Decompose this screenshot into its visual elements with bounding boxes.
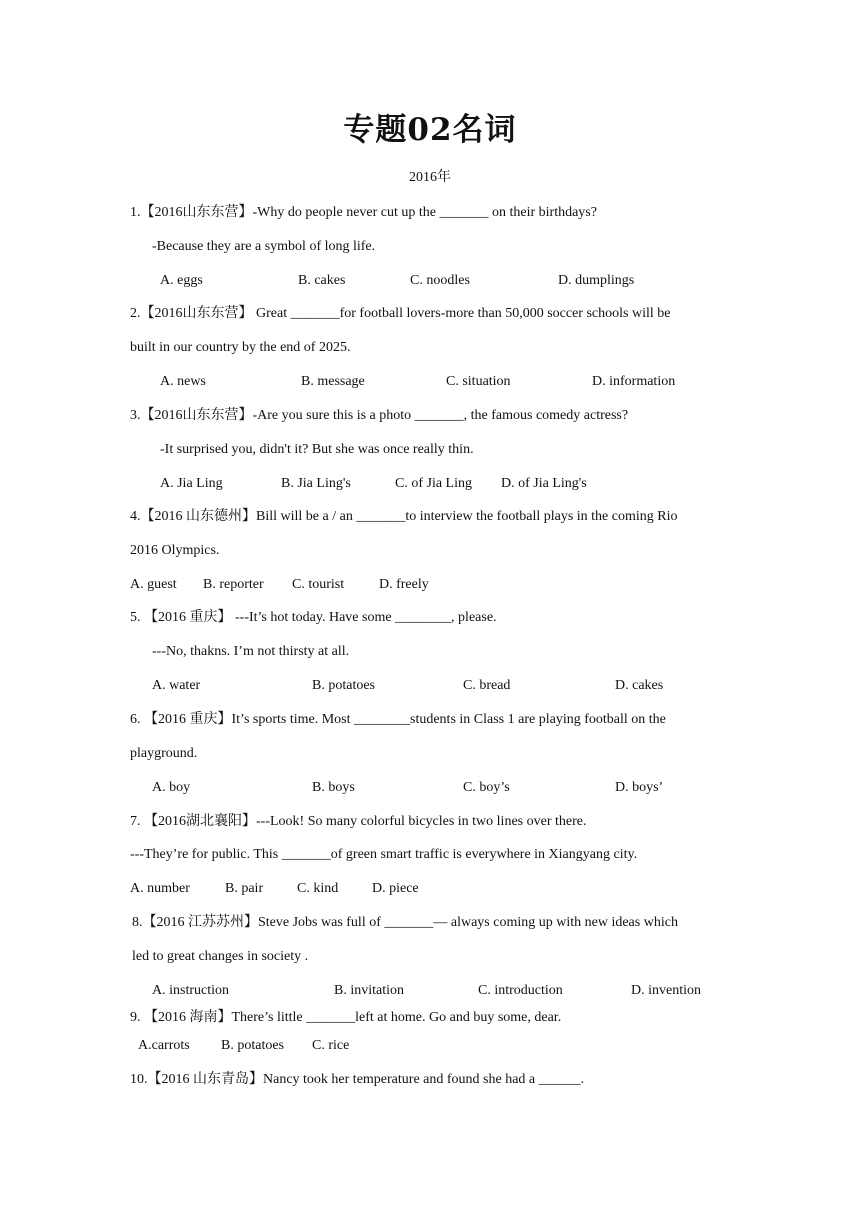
question-6-option-d: D. boys’ [615, 780, 664, 795]
question-1-option-d: D. dumplings [558, 273, 635, 288]
question-2-option-a: A. news [160, 374, 206, 389]
question-7-stem: 7. 【2016湖北襄阳】---Look! So many colorful bicycles in two lines over there. [130, 814, 587, 829]
question-8-stem: 8.【2016 江苏苏州】Steve Jobs was full of _______— always coming up with new ideas which [132, 915, 678, 930]
question-1-option-a: A. eggs [160, 273, 203, 288]
question-1-option-c: C. noodles [410, 273, 470, 288]
question-4-option-c: C. tourist [292, 577, 345, 592]
question-9-option-b: B. potatoes [221, 1038, 284, 1053]
question-7-option-c: C. kind [297, 881, 339, 896]
question-9-stem: 9. 【2016 海南】There’s little _______left at home. Go and buy some, dear. [130, 1010, 562, 1025]
question-6-stem: 6. 【2016 重庆】It’s sports time. Most ________students in Class 1 are playing football on the [130, 712, 666, 727]
question-3-answer-line: -It surprised you, didn't it? But she was once really thin. [160, 442, 474, 457]
question-8-option-a: A. instruction [152, 983, 229, 998]
question-3-option-c: C. of Jia Ling [395, 476, 472, 491]
question-1-answer-line: -Because they are a symbol of long life. [152, 239, 376, 254]
question-5-option-d: D. cakes [615, 678, 664, 693]
page-title: 专题02名词 [343, 112, 517, 148]
question-5-option-b: B. potatoes [312, 678, 375, 693]
question-8-option-d: D. invention [631, 983, 701, 998]
question-9-option-c: C. rice [312, 1038, 350, 1053]
question-4-option-a: A. guest [130, 577, 177, 592]
question-3-option-a: A. Jia Ling [160, 476, 223, 491]
question-9-option-a: A.carrots [138, 1038, 190, 1053]
section-year: 2016年 [409, 170, 451, 185]
question-4-option-d: D. freely [379, 577, 429, 592]
question-7-option-d: D. piece [372, 881, 419, 896]
question-5-stem: 5. 【2016 重庆】 ---It’s hot today. Have some ________, please. [130, 610, 497, 625]
question-8-stem-cont: led to great changes in society . [132, 949, 309, 964]
question-3-option-b: B. Jia Ling's [281, 476, 351, 491]
question-2-option-c: C. situation [446, 374, 511, 389]
question-6-option-c: C. boy’s [463, 780, 510, 795]
question-2-stem-cont: built in our country by the end of 2025. [130, 340, 351, 355]
question-2-option-b: B. message [301, 374, 365, 389]
question-7-answer-line: ---They’re for public. This _______of green smart traffic is everywhere in Xiangyang city. [130, 847, 638, 862]
question-6-option-a: A. boy [152, 780, 191, 795]
question-1-stem: 1.【2016山东东营】-Why do people never cut up the _______ on their birthdays? [130, 205, 597, 220]
question-6-option-b: B. boys [312, 780, 355, 795]
question-4-stem-cont: 2016 Olympics. [130, 543, 220, 558]
question-6-stem-cont: playground. [130, 746, 198, 761]
question-2-stem: 2.【2016山东东营】 Great _______for football lovers-more than 50,000 soccer schools will be [130, 306, 671, 321]
question-4-stem: 4.【2016 山东德州】Bill will be a / an _______to interview the football plays in the coming Rio [130, 509, 678, 524]
question-1-option-b: B. cakes [298, 273, 346, 288]
question-3-option-d: D. of Jia Ling's [501, 476, 587, 491]
question-5-answer-line: ---No, thakns. I’m not thirsty at all. [152, 644, 350, 659]
question-5-option-a: A. water [152, 678, 201, 693]
question-5-option-c: C. bread [463, 678, 511, 693]
question-7-option-a: A. number [130, 881, 190, 896]
question-8-option-c: C. introduction [478, 983, 563, 998]
question-3-stem: 3.【2016山东东营】-Are you sure this is a photo _______, the famous comedy actress? [130, 408, 629, 423]
question-7-option-b: B. pair [225, 881, 264, 896]
question-4-option-b: B. reporter [203, 577, 264, 592]
question-10-stem: 10.【2016 山东青岛】Nancy took her temperature and found she had a ______. [130, 1072, 585, 1087]
question-2-option-d: D. information [592, 374, 676, 389]
question-8-option-b: B. invitation [334, 983, 404, 998]
